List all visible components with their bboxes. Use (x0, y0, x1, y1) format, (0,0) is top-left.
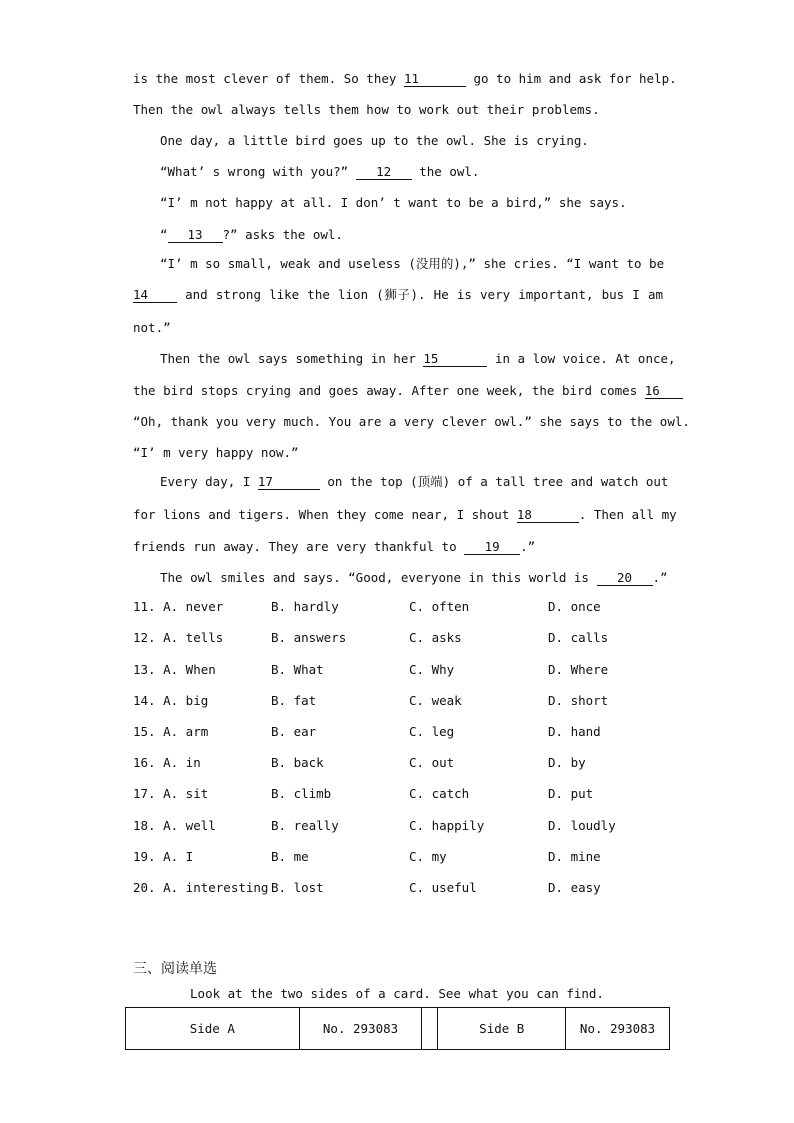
section-intro: Look at the two sides of a card. See what you can find. (190, 986, 604, 1001)
card-number-b: No. 293083 (566, 1008, 670, 1050)
blank-16: 16 (645, 384, 683, 399)
blank-15: 15 (423, 352, 487, 367)
passage-line: the bird stops crying and goes away. After one week, the bird comes 16 (133, 383, 663, 399)
passage-line: Then the owl always tells them how to work out their problems. (133, 102, 600, 117)
passage-line: “What’ s wrong with you?” 12 the owl. (160, 164, 480, 179)
card-spacer (422, 1008, 438, 1050)
passage-line: is the most clever of them. So they 11 go to him and ask for help. (133, 71, 677, 86)
passage-line: “I’ m not happy at all. I don’ t want to be a bird,” she says. (160, 195, 627, 210)
blank-14: 14 (133, 288, 177, 303)
card-table (125, 1007, 670, 1050)
passage-line: “Oh, thank you very much. You are a very clever owl.” she says to the owl. (133, 414, 690, 429)
passage-line: not.” (133, 320, 171, 335)
card-side-b: Side B (438, 1008, 566, 1050)
section-title: 三、阅读单选 (133, 961, 217, 977)
blank-17: 17 (258, 475, 320, 490)
passage-line: “I’ m very happy now.” (133, 445, 299, 460)
blank-11: 11 (404, 72, 466, 87)
card-side-a: Side A (126, 1008, 300, 1050)
blank-18: 18 (517, 508, 579, 523)
blank-12: 12 (356, 165, 412, 180)
passage-line: The owl smiles and says. “Good, everyone in this world is 20 .” (160, 570, 668, 585)
card-number-a: No. 293083 (299, 1008, 422, 1050)
blank-13: 13 (168, 228, 223, 243)
passage-line: “ 13 ?” asks the owl. (160, 227, 343, 242)
passage-line: Then the owl says something in her 15 in a low voice. At once, (160, 351, 676, 366)
passage-line: friends run away. They are very thankful to 19 .” (133, 539, 536, 554)
passage-line: 14 and strong like the lion (狮子). He is very important, bus I am (133, 287, 663, 302)
passage-line: One day, a little bird goes up to the owl. She is crying. (160, 133, 589, 148)
blank-19: 19 (464, 540, 520, 555)
blank-20: 20 (597, 571, 653, 586)
passage-line: Every day, I 17 on the top (顶端) of a tall tree and watch out (160, 474, 669, 489)
passage-line: “I’ m so small, weak and useless (没用的),” she cries. “I want to be (160, 256, 665, 271)
passage-line: for lions and tigers. When they come near, I shout 18 . Then all my (133, 507, 677, 522)
